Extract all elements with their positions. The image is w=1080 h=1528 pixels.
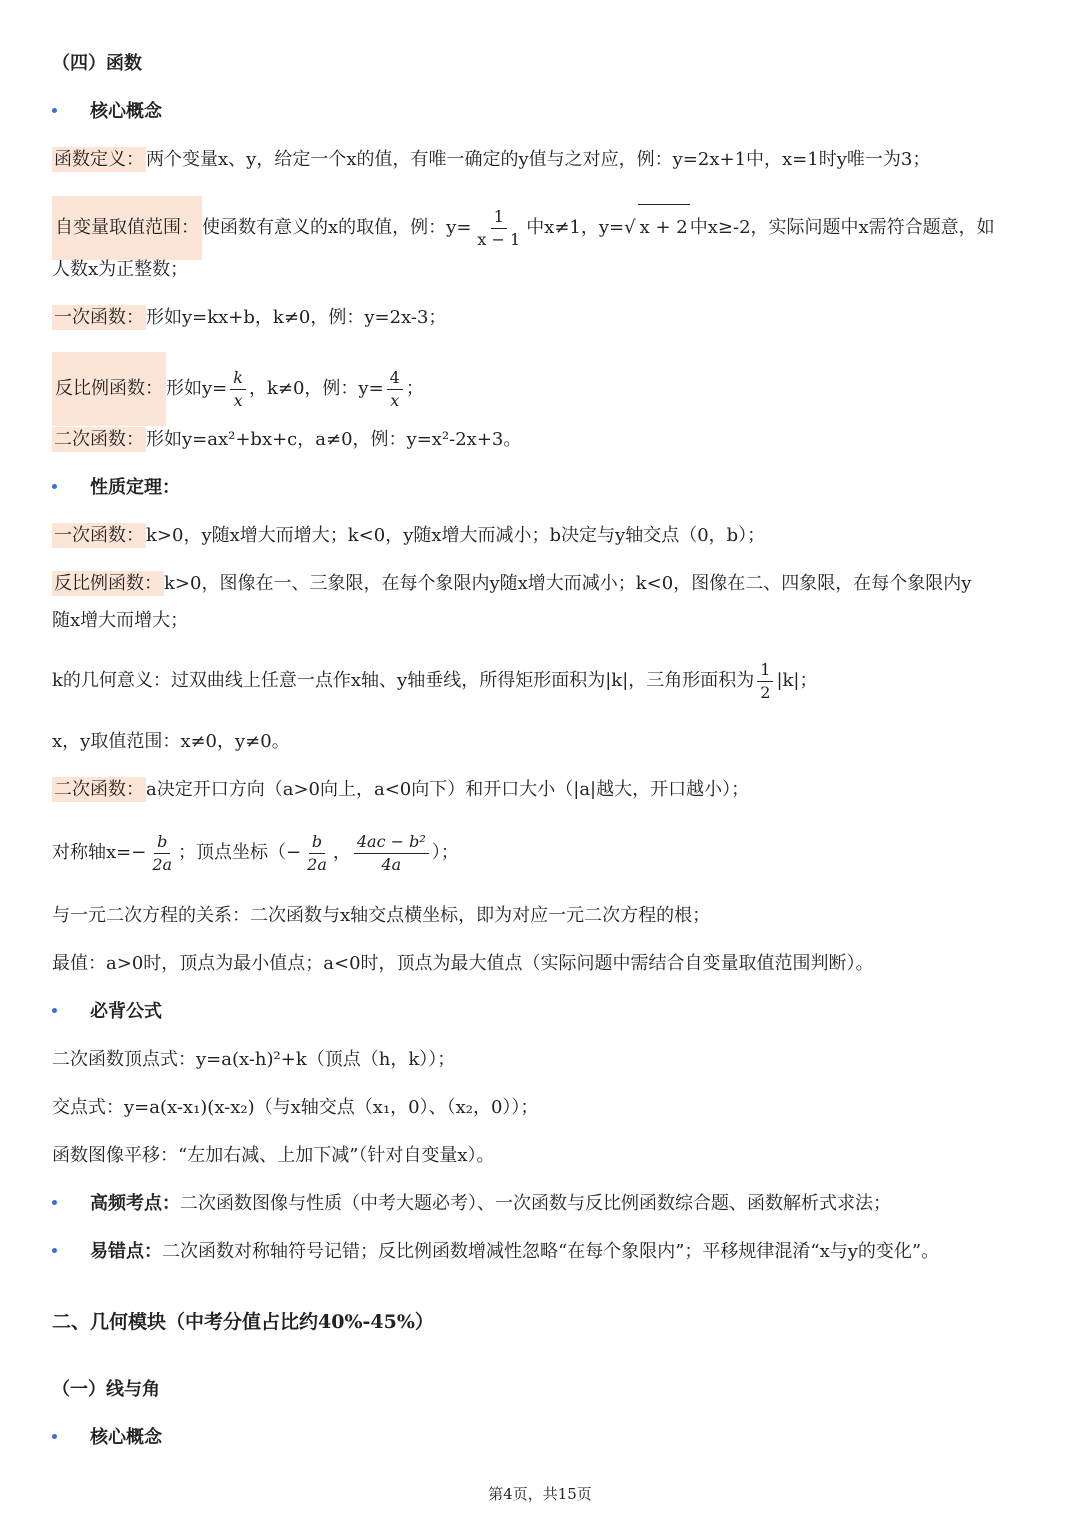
text-inverse-c: ； [405, 378, 424, 399]
text-hot-topics: 二次函数图像与性质（中考大题必考）、一次函数与反比例函数综合题、函数解析式求法； [180, 1193, 891, 1214]
bullet-icon [52, 1008, 60, 1016]
text-domain-b: 中x≠1，y= [526, 217, 625, 238]
inverse-function-def [52, 352, 1028, 426]
text-linear-properties: k>0，y随x增大而增大；k<0，y随x增大而减小；b决定与y轴交点（0，b）； [146, 525, 766, 546]
section-title-functions: （四）函数 [52, 53, 142, 74]
text-inverse-properties: k>0，图像在一、三象限，在每个象限内y随x增大而减小；k<0，图像在二、四象限，在每个象限内y [164, 573, 972, 594]
frac-denominator: x − 1 [477, 229, 521, 249]
axis-and-vertex [52, 828, 1028, 878]
domain-definition-cont: 人数x为正整数； [52, 259, 189, 280]
quadratic-function-def [52, 426, 1028, 454]
frac-numerator: 4 [387, 368, 403, 390]
fraction-vertex-x [304, 832, 330, 875]
vertex-form: 二次函数顶点式：y=a(x-h)²+k（顶点（h，k））； [52, 1049, 456, 1070]
frac-numerator: 1 [491, 207, 507, 229]
sqrt-x-plus-2: x + 2 [638, 204, 690, 251]
frac-denominator: 2a [152, 854, 173, 874]
frac-denominator: x [233, 390, 243, 410]
extreme-values: 最值：a>0时，顶点为最小值点；a<0时，顶点为最大值点（实际问题中需结合自变量取值范围判断）。 [52, 953, 874, 974]
label-function-definition: 函数定义： [54, 149, 144, 170]
label-error-points: 易错点： [90, 1241, 162, 1262]
label-domain: 自变量取值范围： [52, 196, 202, 260]
frac-numerator: k [230, 368, 246, 390]
label-hot-topics: 高频考点： [90, 1193, 180, 1214]
subsection-title-lines-angles: （一）线与角 [52, 1379, 160, 1400]
text-quadratic-properties: a决定开口方向（a>0向上，a<0向下）和开口大小（|a|越大，开口越小）； [146, 779, 750, 800]
text-domain-a: 使函数有意义的x的取值，例：y= [202, 217, 472, 238]
frac-denominator: 2 [760, 682, 771, 702]
text-error-points: 二次函数对称轴符号记错；反比例函数增减性忽略“在每个象限内”；平移规律混淆“x与y的变化”。 [162, 1241, 940, 1262]
label-quadratic-function: 二次函数： [54, 429, 144, 450]
bullet-icon [52, 1200, 60, 1208]
text-function-definition: 两个变量x、y，给定一个x的值，有唯一确定的y值与之对应，例：y=2x+1中，x=1时y唯一为3； [146, 149, 931, 170]
page-number: 第4页，共15页 [488, 1485, 592, 1503]
text-axis-a: 对称轴x=− [52, 842, 147, 863]
label-inverse-properties: 反比例函数： [54, 573, 162, 594]
frac-denominator: x [390, 390, 400, 410]
hot-topics [90, 1190, 891, 1218]
bullet-icon [52, 1434, 60, 1442]
label-inverse-function: 反比例函数： [52, 352, 166, 426]
text-inverse-b: ，k≠0，例：y= [248, 378, 384, 399]
function-definition [52, 146, 1028, 174]
bullet-icon [52, 484, 60, 492]
heading-formulas: 必背公式 [90, 1001, 162, 1022]
frac-numerator: b [154, 832, 170, 854]
error-points [90, 1238, 939, 1266]
bullet-icon [52, 108, 60, 116]
text-linear-function: 形如y=kx+b，k≠0，例：y=2x-3； [146, 307, 447, 328]
fraction-1-over-2 [757, 660, 773, 703]
intercept-form: 交点式：y=a(x-x₁)(x-x₂)（与x轴交点（x₁，0）、（x₂，0））； [52, 1097, 539, 1118]
fraction-b-over-2a [149, 832, 175, 875]
label-quadratic-properties: 二次函数： [54, 779, 144, 800]
xy-range: x，y取值范围：x≠0，y≠0。 [52, 731, 290, 752]
relation-to-equation: 与一元二次方程的关系：二次函数与x轴交点横坐标，即为对应一元二次方程的根； [52, 905, 711, 926]
linear-function-def [52, 304, 1028, 332]
inverse-properties-cont: 随x增大而增大； [52, 610, 189, 631]
section-title-geometry: 二、几何模块（中考分值占比约40%-45%） [52, 1311, 434, 1333]
label-linear-function: 一次函数： [54, 307, 144, 328]
heading-properties: 性质定理： [90, 477, 180, 498]
heading-core-concepts: 核心概念 [90, 101, 162, 122]
text-quadratic-function: 形如y=ax²+bx+c，a≠0，例：y=x²-2x+3。 [146, 429, 522, 450]
fraction-4-over-x [387, 368, 403, 411]
k-geometric-meaning [52, 656, 1028, 706]
text-axis-c: ， [332, 842, 351, 863]
frac-denominator: 4a [381, 854, 402, 874]
heading-core-concepts-geometry: 核心概念 [90, 1427, 162, 1448]
inverse-properties [52, 570, 1028, 598]
domain-definition: 自变量取值范围： 使函数有意义的x的取值，例：y= $\frac{1}{x - 1}$ 中x≠1，y=√ x + 2 中x≥-2，实际问题中x需符合题意，如 [52, 196, 1028, 260]
text-k-meaning-a: k的几何意义：过双曲线上任意一点作x轴、y轴垂线，所得矩形面积为|k|，三角形面积为 [52, 670, 755, 691]
frac-numerator: 4ac − b² [354, 832, 429, 854]
text-inverse-a: 形如y= [166, 378, 228, 399]
label-linear-properties: 一次函数： [54, 525, 144, 546]
text-domain-c: 中x≥-2，实际问题中x需符合题意，如 [689, 217, 995, 238]
quadratic-properties [52, 776, 1028, 804]
linear-properties [52, 522, 1028, 550]
fraction-1-over-x-minus-1 [474, 207, 523, 250]
frac-numerator: b [309, 832, 325, 854]
fraction-k-over-x [230, 368, 246, 411]
bullet-icon [52, 1248, 60, 1256]
text-axis-d: ）； [431, 842, 459, 863]
frac-numerator: 1 [757, 660, 773, 682]
frac-denominator: 2a [307, 854, 327, 874]
fraction-vertex-y [354, 832, 429, 875]
text-axis-b: ；顶点坐标（− [178, 842, 302, 863]
text-k-meaning-b: |k|； [776, 670, 818, 691]
graph-shift: 函数图像平移：“左加右减、上加下减”（针对自变量x）。 [52, 1145, 495, 1166]
